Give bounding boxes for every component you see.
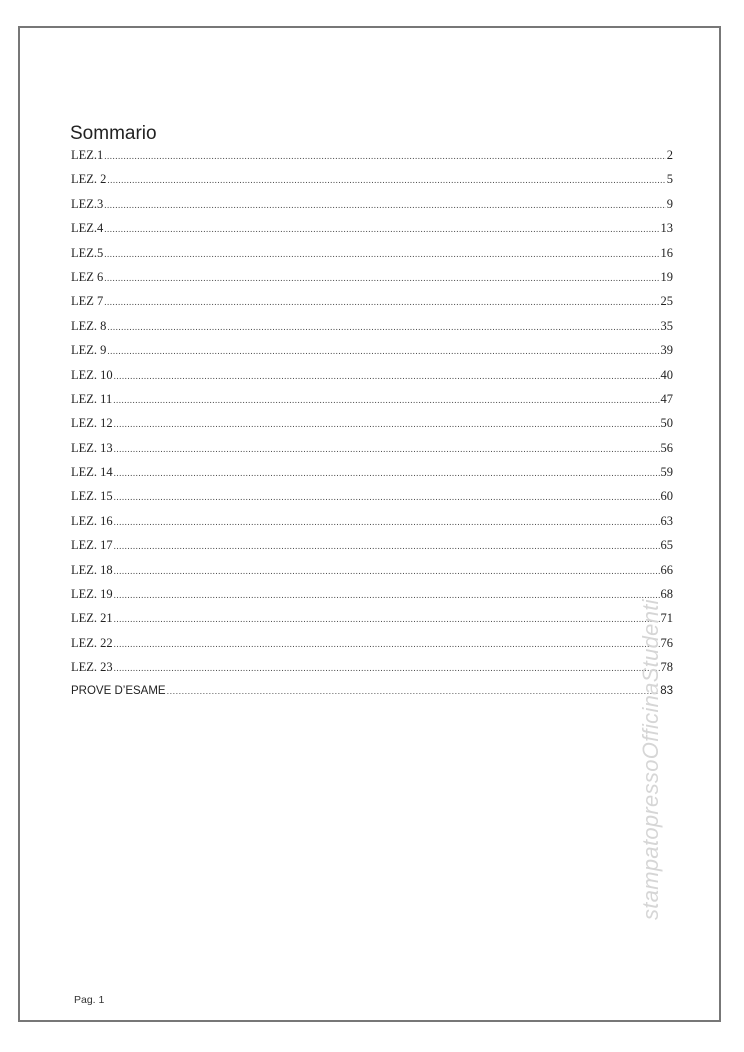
toc-entry-lez-16[interactable] (71, 514, 673, 538)
toc-leader (104, 224, 659, 234)
toc-entry-lez-7[interactable] (71, 294, 673, 318)
toc-entry-label: LEZ. 13 (71, 440, 113, 455)
toc-leader (107, 322, 659, 332)
watermark-text: stampatopressoOfficinaStudenti (638, 599, 663, 920)
toc-entry-page: 50 (660, 416, 673, 431)
toc-entry-label: LEZ.5 (71, 245, 104, 260)
toc-leader (114, 566, 660, 576)
toc-leader (114, 444, 660, 454)
toc-leader (104, 273, 659, 283)
toc-entry-label: LEZ. 14 (71, 465, 113, 480)
toc-leader (114, 517, 660, 527)
toc-entry-lez-22[interactable] (71, 636, 673, 660)
toc-entry-label: LEZ. 16 (71, 513, 113, 528)
toc-leader (107, 346, 659, 356)
toc-entry-page: 78 (660, 660, 673, 675)
toc-entry-page: 19 (660, 269, 673, 284)
toc-leader (167, 686, 660, 696)
toc-entry-lez-3[interactable] (71, 197, 673, 221)
toc-entry-label: LEZ.1 (71, 148, 104, 162)
table-of-contents (71, 148, 673, 709)
toc-entry-page: 65 (660, 538, 673, 553)
toc-entry-label: LEZ 7 (71, 294, 104, 309)
toc-leader (107, 175, 665, 185)
toc-entry-page: 9 (666, 196, 673, 211)
toc-entry-lez-12[interactable] (71, 416, 673, 440)
toc-leader (104, 297, 659, 307)
toc-entry-page: 35 (660, 318, 673, 333)
toc-leader (104, 249, 659, 259)
toc-entry-page: 13 (660, 221, 673, 236)
toc-entry-lez-17[interactable] (71, 538, 673, 562)
toc-entry-label: LEZ. 17 (71, 538, 113, 553)
toc-entry-lez-18[interactable] (71, 563, 673, 587)
toc-leader (114, 541, 660, 551)
toc-entry-label: LEZ. 15 (71, 489, 113, 504)
toc-entry-lez-13[interactable] (71, 441, 673, 465)
toc-leader (114, 663, 660, 673)
toc-entry-label: LEZ. 18 (71, 562, 113, 577)
toc-entry-page: 2 (666, 148, 673, 162)
toc-entry-label: LEZ 6 (71, 269, 104, 284)
toc-entry-lez-6[interactable] (71, 270, 673, 294)
toc-entry-page: 56 (660, 440, 673, 455)
toc-leader (114, 371, 660, 381)
toc-entry-label: LEZ. 21 (71, 611, 113, 626)
toc-entry-page: 71 (660, 611, 673, 626)
toc-entry-lez-1[interactable] (71, 148, 673, 172)
toc-entry-lez-15[interactable] (71, 489, 673, 513)
toc-entry-page: 5 (666, 172, 673, 187)
toc-entry-label: LEZ. 10 (71, 367, 113, 382)
toc-entry-label: LEZ. 19 (71, 587, 113, 602)
toc-entry-lez-14[interactable] (71, 465, 673, 489)
toc-leader (114, 639, 660, 649)
toc-entry-label: LEZ.4 (71, 221, 104, 236)
toc-entry-label: LEZ. 22 (71, 635, 113, 650)
toc-entry-label: LEZ. 8 (71, 318, 107, 333)
toc-entry-page: 76 (660, 635, 673, 650)
toc-leader (114, 590, 660, 600)
toc-entry-prove-esame[interactable] (71, 685, 673, 709)
toc-entry-label: LEZ. 23 (71, 660, 113, 675)
toc-entry-lez-21[interactable] (71, 611, 673, 635)
toc-entry-lez-2[interactable] (71, 172, 673, 196)
toc-entry-lez-19[interactable] (71, 587, 673, 611)
toc-leader (114, 468, 660, 478)
toc-entry-lez-9[interactable] (71, 343, 673, 367)
toc-entry-page: 25 (660, 294, 673, 309)
toc-leader (114, 419, 660, 429)
toc-entry-lez-4[interactable] (71, 221, 673, 245)
toc-entry-label: LEZ. 2 (71, 172, 107, 187)
page-number-footer: Pag. 1 (74, 994, 105, 1006)
toc-leader (114, 614, 660, 624)
toc-entry-page: 68 (660, 587, 673, 602)
toc-leader (104, 151, 665, 161)
toc-entry-label: LEZ.3 (71, 196, 104, 211)
toc-entry-page: 39 (660, 343, 673, 358)
toc-entry-page: 16 (660, 245, 673, 260)
toc-entry-page: 59 (660, 465, 673, 480)
page-title: Sommario (70, 123, 157, 144)
toc-entry-page: 40 (660, 367, 673, 382)
toc-entry-label: PROVE D’ESAME (71, 684, 166, 697)
toc-entry-lez-8[interactable] (71, 319, 673, 343)
toc-entry-lez-23[interactable] (71, 660, 673, 684)
toc-entry-page: 63 (660, 513, 673, 528)
toc-leader (104, 200, 665, 210)
toc-entry-label: LEZ. 11 (71, 391, 113, 406)
toc-entry-page: 66 (660, 562, 673, 577)
toc-entry-label: LEZ. 9 (71, 343, 107, 358)
toc-entry-page: 60 (660, 489, 673, 504)
toc-entry-label: LEZ. 12 (71, 416, 113, 431)
toc-entry-page: 47 (660, 391, 673, 406)
toc-leader (114, 492, 660, 502)
toc-entry-lez-11[interactable] (71, 392, 673, 416)
toc-entry-lez-5[interactable] (71, 246, 673, 270)
toc-leader (113, 395, 659, 405)
toc-entry-page: 83 (660, 684, 673, 697)
toc-entry-lez-10[interactable] (71, 368, 673, 392)
